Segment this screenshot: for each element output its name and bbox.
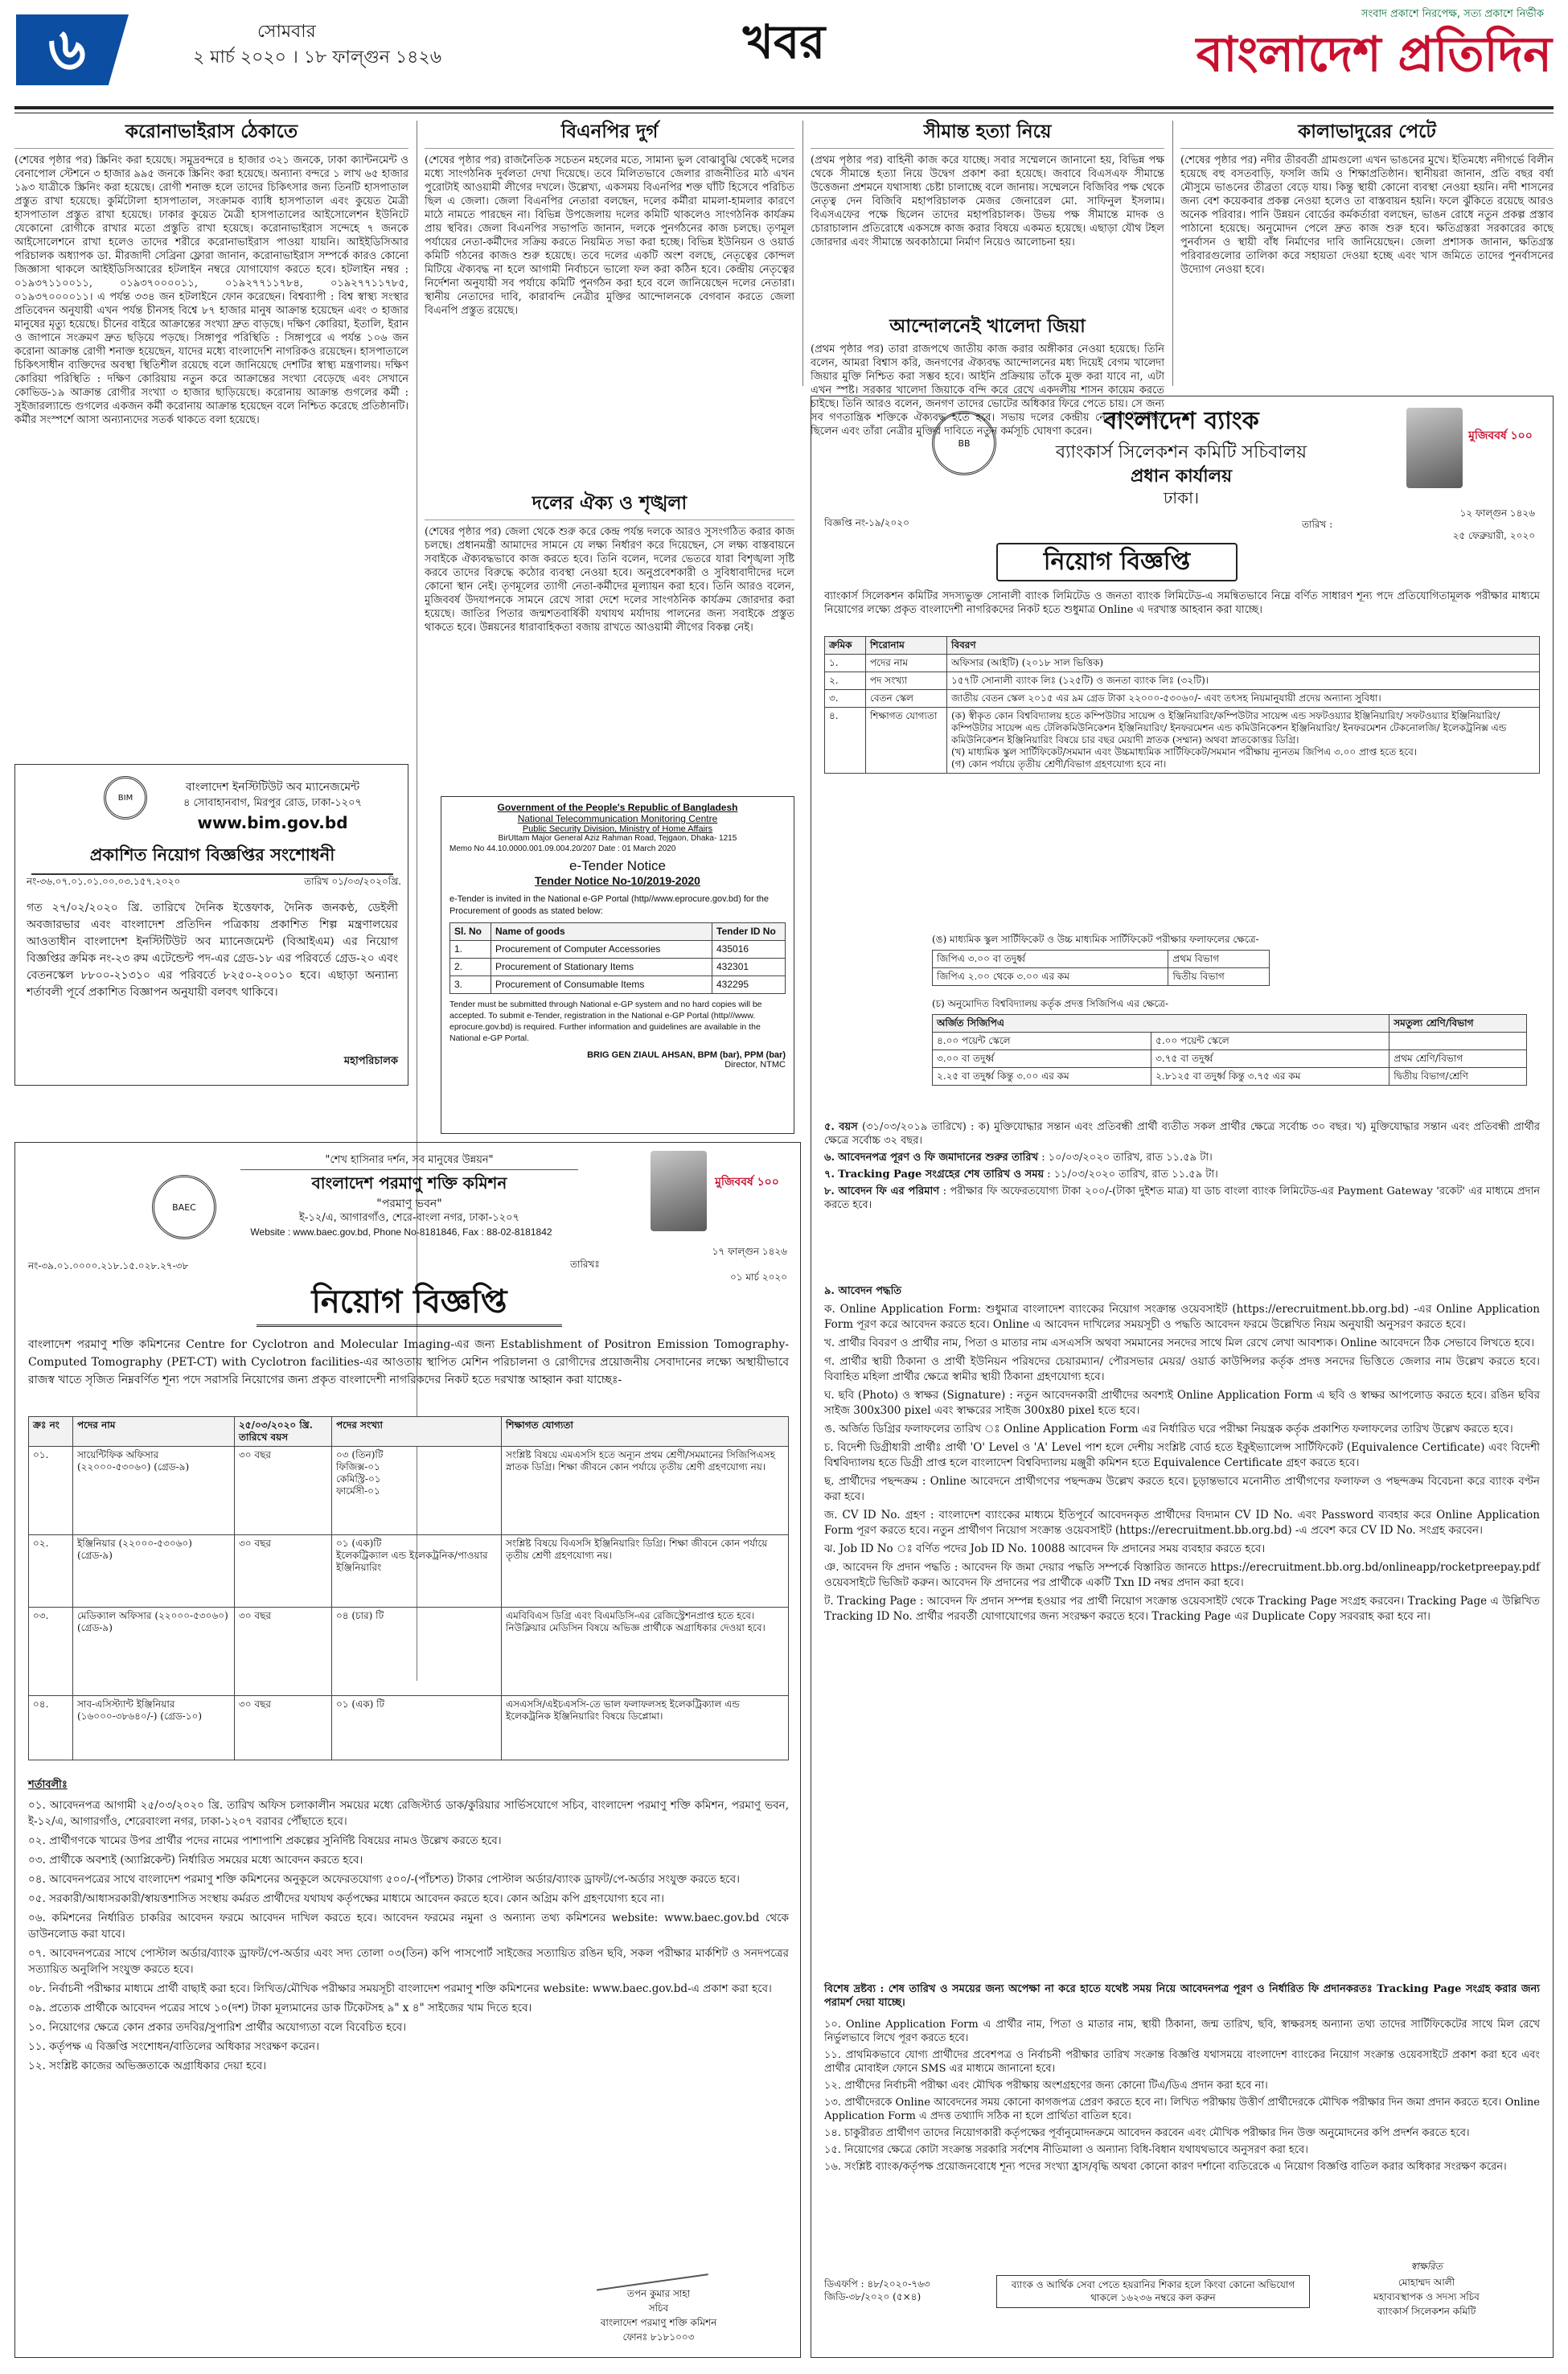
column-divider [1172,121,1173,386]
table-cell: (ক) স্বীকৃত কোন বিশ্ববিদ্যালয় হতে কম্পিউটার সায়েন্স ও ইঞ্জিনিয়ারিং/কম্পিউটার সায়েন্স এন্ড সফটওয়্যার ইঞ্জিনিয়ারিং/ সফটওয়্যার ইঞ্জিনিয়ারিং/কম্পিউটার সায়েন্স এন্ড টেলিকমিউনিকেশন ইঞ্জিনিয়ারিং/ ইনফরমেশন এন্ড কমিউনিকেশন ইঞ্জিনিয়ারিং/ ইনফরমেশন টেকনোলজি/ ইলেকট্রনিক্স এন্ড কমিউনিকেশন ইঞ্জিনিয়ারিং বিষয়ে চার বছর মেয়াদী স্নাতক (সম্মান) অথবা স্নাতকোত্তর ডিগ্রি। (খ) মাধ্যমিক স্কুল সার্টিফিকেট/সমমান এবং উচ্চমাধ্যমিক সার্টিফিকেট/সমমান পরীক্ষায় ন্যূনতম জিপিএ ৩.০০ প্রাপ্ত হতে হবে। (গ) কোন পর্যায়ে তৃতীয় শ্রেণী/বিভাগ গ্রহণযোগ্য হবে না। [947,708,1540,774]
list-item: ০১. আবেদনপত্র আগামী ২৫/০৩/২০২০ খ্রি. তারিখ অফিস চলাকালীন সময়ের মধ্যে রেজিস্টার্ড ডাক/কুরিয়ার সার্ভিসযোগে সচিব, বাংলাদেশ পরমাণু শক্তি কমিশন, পরমাণু ভবন, ই-১২/এ, আগারগাঁও, শেরেবাংলা নগর, ঢাকা-১২০৭ বরাবর পৌঁছাতে হবে। [28,1799,789,1828]
table-cell: ০১ (এক)টি ইলেকট্রিক্যাল এন্ড ইলেকট্রনিক/পাওয়ার ইঞ্জিনিয়ারিং [332,1535,502,1608]
table-cell: ৫.০০ পয়েন্ট স্কেলে [1151,1033,1389,1050]
table-header: ২৫/০৩/২০২০ খ্রি. তারিখে বয়স [235,1417,332,1447]
table-cell [1389,1033,1527,1050]
table-header: সমতুল্য শ্রেণি/বিভাগ [1389,1015,1527,1033]
baec-table-wrap [28,1416,789,1760]
table-cell: ০২. [29,1535,73,1608]
bb-points [824,2018,1540,2259]
article-border [811,121,1164,314]
list-item: ১০. Online Application Form এ প্রার্থীর নাম, পিতা ও মাতার নাম, স্থায়ী ঠিকানা, জন্ম তারিখ, ছবি, স্বাক্ষরসহ অন্যান্য তথ্য তাদের সার্টিফিকেটের সাথে মিল রেখে নির্ভুলভাবে লিখে পূরণ করতে হবে। [824,2019,1540,2044]
list-item: ঝ. Job ID No ঃ বর্ণিত পদের Job ID No. 10088 আবেদন ফি প্রদানের সময় ব্যবহার করতে হবে। [824,1542,1266,1555]
table-cell: দ্বিতীয় বিভাগ/শ্রেণি [1389,1068,1527,1086]
portrait-image [651,1151,707,1231]
list-item: ০৪. আবেদনপত্রের সাথে বাংলাদেশ পরমাণু শক্তি কমিশনের অনুকূলে অফেরতযোগ্য ৫০০/-(পাঁচশত) টাকার পোস্টাল অর্ডার/ব্যাংক ড্রাফট/পে-অর্ডার সংযুক্ত করতে হবে। [28,1873,740,1886]
baec-conditions [28,1797,789,2248]
list-item: ক. Online Application Form: শুধুমাত্র বাংলাদেশ ব্যাংকের নিয়োগ সংক্রান্ত ওয়েবসাইট (https://erecruitment.bb.org.bd) -এর Online Application Form পূরণ করে আবেদন করতে হবে। Online এ আবেদন দাখিলের সময়সূচী ও পদ্ধতি আবেদন ফরমে উল্লেখিত নিয়ম অনুযায়ী অনুসরণ করতে হবে। [824,1303,1540,1331]
table-cell: ৩.৭৫ বা তদুর্ধ্ব [1151,1050,1389,1068]
article-headline: আন্দোলনেই খালেদা জিয়া [889,316,1086,337]
list-item: ট. Tracking Page : আবেদন ফি প্রদান সম্পন্ন হওয়ার পর প্রার্থী নিয়োগ সংক্রান্ত ওয়েবসাইট থেকে Tracking Page সংগ্রহ করবেন। Tracking Page এ উল্লিখিত Tracking ID No. প্রার্থীর পরবর্তী যোগাযোগের জন্য সংরক্ষণ করতে হবে। Tracking Page এর Duplicate Copy সরবরাহ করা হবে না। [824,1595,1540,1623]
table-cell: এসএসসি/এইচএসসি-তে ভাল ফলাফলসহ ইলেকট্রিক্যাল এন্ড ইলেকট্রনিক ইঞ্জিনিয়ারিং বিষয়ে ডিপ্লোমা। [502,1696,789,1760]
bb-table [824,636,1540,774]
ad-bangladesh-bank [811,396,1554,2358]
ntmc-title: e-Tender Notice [569,858,666,873]
table-row [933,1050,1527,1068]
masthead-day: সোমবার [257,22,316,42]
list-item: ১৩. প্রার্থীদেরকে Online আবেদনের সময় কোনো কাগজপত্র প্রেরণ করতে হবে না। লিখিত পরীক্ষায় উত্তীর্ণ প্রার্থীদেরকে মৌখিক পরীক্ষার দিন জমা প্রদান করতে হবে। Online Application Form এ প্রদত্ত তথ্যাদি সঠিক না হলে প্রার্থিতা বাতিল হবে। [824,2097,1540,2122]
bb-city: ঢাকা। [1163,488,1200,507]
ad-bim [14,764,408,1086]
table-row [29,1608,789,1696]
bim-org: বাংলাদেশ ইনস্টিটিউট অব ম্যানেজমেন্ট [185,781,360,794]
table-header: পদের নাম [73,1417,235,1447]
bim-website[interactable]: www.bim.gov.bd [197,813,348,832]
ntmc-intro: e-Tender is invited in the National e-GP Portal (http//www.eprocure.gov.bd) for the Procurement of goods as stated below: [449,894,770,916]
list-item: ১১. প্রাথমিকভাবে যোগ্য প্রার্থীদের প্রবেশপত্র ও নির্বাচনী পরীক্ষার তারিখ সংক্রান্ত বিজ্ঞপ্তি যথাসময়ে বাংলাদেশ ব্যাংকের নিয়োগ সংক্রান্ত ওয়েবসাইটে প্রকাশ করা হবে এবং প্রার্থীর মোবাইল ফোনে SMS এর মাধ্যমে জানানো হবে। [824,2049,1540,2075]
baec-signer-phone: ফোনঃ ৮১৮১০০৩ [622,2331,695,2343]
list-item: ১২. প্রার্থীদের নির্বাচনী পরীক্ষা এবং মৌখিক পরীক্ষায় অংশগ্রহণের জন্য কোনো টিএ/ডিএ প্রদান করা হবে না। [824,2080,1268,2092]
list-item: জ. CV ID No. গ্রহণ : বাংলাদেশ ব্যাংকের মাধ্যমে ইতিপূর্বে আবেদনকৃত প্রার্থীদের বিদ্যমান CV ID No. এবং Password ব্যবহার করে Online Application Form পূরণ করতে হবে। নতুন প্রার্থীগণ নিয়োগ সংক্রান্ত ওয়েবসাইট (https://erecruitment.bb.org.bd) -এ প্রবেশ করে CV ID No. সংগ্রহ করবেন। [824,1509,1540,1537]
table-row [450,941,786,959]
table-cell: সংশ্লিষ্ট বিষয়ে বিএসসি ইঞ্জিনিয়ারিং ডিগ্রি। শিক্ষা জীবনে কোন পর্যায়ে তৃতীয় শ্রেণী গ্রহণযোগ্য নয়। [502,1535,789,1608]
mujib-badge: মুজিববর্ষ ১০০ [1468,429,1533,442]
ntmc-footer: Tender must be submitted through National e-GP system and no hard copies will be accepted. To submit e-Tender, registration in the National e-GP Portal (http///www. eprocure.gov.bd) is required. Further information and guidelines are available in the National e-GP Portal. [449,1000,762,1043]
table-cell: ০১. [29,1447,73,1535]
table-row [825,708,1540,774]
page-number: ৬ [48,15,86,83]
list-item: চ. বিদেশী ডিগ্রীধারী প্রার্থীঃ প্রার্থী 'O' Level ও 'A' Level পাশ হলে দেশীয় সংশ্লিষ্ট বোর্ড হতে ইকুইভ্যালেন্স সার্টিফিকেট (Equivalence Certificate) এবং বিদেশী বিশ্ববিদ্যালয় হতে ডিগ্রী প্রাপ্ত হলে বাংলাদেশ বিশ্ববিদ্যালয় মঞ্জুরী কমিশন হতে Equivalence Certificate গ্রহণ করতে হবে। [824,1441,1540,1469]
list-item: ১১. কর্তৃপক্ষ এ বিজ্ঞপ্তি সংশোধন/বাতিলের অধিকার সংরক্ষণ করেন। [28,2040,319,2053]
table-cell: ৩. [825,690,866,708]
table-cell: ১৫৭টি সোনালী ব্যাংক লিঃ (১২৫টি) ও জনতা ব্যাংক লিঃ (৩২টি)। [947,672,1540,690]
list-item: ০৬. কমিশনের নির্ধারিত চাকরির আবেদন ফরমে আবেদন দাখিল করতে হবে। আবেদন ফরমের নমুনা ও অন্যান্য তথ্য কমিশনের website: www.baec.gov.bd থেকে ডাউনলোড করা যাবে। [28,1912,789,1941]
table-cell: ৩.০০ বা তদুর্ধ্ব [933,1050,1151,1068]
article-headline: সীমান্ত হত্যা নিয়ে [811,121,1164,149]
table-cell: 432301 [712,959,786,976]
table-row [450,976,786,994]
brand-name: বাংলাদেশ প্রতিদিন [1196,27,1552,83]
article-body: (শেষের পৃষ্ঠার পর) রাজনৈতিক সচেতন মহলের মতে, সামান্য ভুল বোঝাবুঝি থেকেই দলের মধ্যে সাংগঠনিক দুর্বলতা দেখা দিয়েছে। তবে মিলিতভাবে জেলার রাজনীতির মাঠ এখন পুরোটাই আওয়ামী লীগের দখলে। উল্লেখ্য, একসময় বিএনপির শক্ত ঘাঁটি হিসেবে পরিচিত ছিল এ জেলা। জেলা বিএনপির নেতারা বলছেন, দলের কর্মীরা মামলা-হামলার কারণে মাঠে নামতে পারছেন না। বিভিন্ন উপজেলায় দলের কমিটি থাকলেও সাংগঠনিক কার্যক্রম প্রায় স্থবির। জেলা বিএনপির সভাপতি জানান, দলকে পুনর্গঠনের কাজ চলছে। তৃণমূল পর্যায়ের নেতা-কর্মীদের সক্রিয় করতে নিয়মিত সভা করা হচ্ছে। বিভিন্ন ইউনিয়ন ও ওয়ার্ড কমিটি গঠনের কাজও শুরু হয়েছে। তবে দলের একটি অংশ বলছে, নেতৃত্বের কোন্দল মিটিয়ে ঐক্যবদ্ধ না হলে আগামী নির্বাচনে ভালো ফল করা কঠিন হবে। কেন্দ্রীয় নেতৃত্বের নির্দেশনা অনুযায়ী সব পর্যায়ে কমিটি পুনর্গঠন করা হবে বলে জানিয়েছেন দলের নেতারা। স্থানীয় নেতাদের দাবি, কারাবন্দি নেত্রীর মুক্তির আন্দোলনকে বেগবান করতে জেলা বিএনপি প্রস্তুত রয়েছে। [425,154,795,317]
table-row [29,1535,789,1608]
table-row [825,690,1540,708]
table-cell: 432295 [712,976,786,994]
table-cell: ২.২৫ বা তদুর্ধ্ব কিন্তু ৩.০০ এর কম [933,1068,1151,1086]
table-cell: সাব-এসিস্ট্যান্ট ইঞ্জিনিয়ার (১৬০০০-৩৮৬৪০/-) (গ্রেড-১০) [73,1696,235,1760]
section-title: খবর [742,14,826,69]
ntmc-wing: Public Security Division, Ministry of Home Affairs [522,824,713,834]
table-cell: পদের নাম [866,655,947,672]
bb-committee: ব্যাংকার্স সিলেকশন কমিটি সচিবালয় [1055,442,1307,462]
table-cell: প্রথম শ্রেণি/বিভাগ [1389,1050,1527,1068]
article-bnp-fort [425,121,794,483]
table-cell: ০১ (এক) টি [332,1696,502,1760]
bb-cgpa-table [932,1014,1527,1086]
baec-signer-name: তপন কুমার সাহা [626,2288,691,2299]
table-cell: অফিসার (আইটি) (২০১৮ সাল ভিত্তিক) [947,655,1540,672]
table-row [933,951,1270,968]
bb-date-en: ২৫ ফেব্রুয়ারী, ২০২০ [1452,530,1535,541]
table-row [933,1033,1527,1050]
list-item: ঘ. ছবি (Photo) ও স্বাক্ষর (Signature) : নতুন আবেদনকারী প্রার্থীদের অবশ্যই Online Application Form এ ছবি ও স্বাক্ষর আপলোড করতে হবে। রঙিন ছবির সাইজ 300x300 pixel এবং স্বাক্ষরের সাইজ 300x80 pixel হতে হবে। [824,1389,1540,1417]
list-item: ০৮. নির্বাচনী পরীক্ষার মাধ্যমে প্রার্থী বাছাই করা হবে। লিখিত/মৌখিক পরীক্ষার সময়সূচী বাংলাদেশ পরমাণু শক্তি কমিশনের website: www.baec.gov.bd-এ প্রকাশ করা হবে। [28,1982,772,1995]
baec-motto: "শেখ হাসিনার দর্শন, সব মানুষের উন্নয়ন" [240,1152,578,1170]
table-header: ক্রমিক [825,637,866,655]
bb-date-label: তারিখ : [1302,519,1333,530]
ntmc-memo: Memo No 44.10.0000.001.09.004.20/207 Date : 01 March 2020 [449,844,676,853]
table-cell: ৪.০০ পয়েন্ট স্কেলে [933,1033,1151,1050]
list-item: ১৬. সংশ্লিষ্ট ব্যাংক/কর্তৃপক্ষ প্রয়োজনবোধে শূন্য পদের সংখ্যা হ্রাস/বৃদ্ধি অথবা কোনো কারণ দর্শানো ব্যতিরেকে এ নিয়োগ বিজ্ঞপ্তি বাতিল করার অধিকার সংরক্ষণ করেন। [824,2161,1507,2173]
table-cell: সায়েন্টিফিক অফিসার (২২০০০-৫৩০৬০) (গ্রেড-৯) [73,1447,235,1535]
table-row [933,1068,1527,1086]
list-item: ঙ. অর্জিত ডিগ্রির ফলাফলের তারিখ ঃ Online Application Form এর নির্ধারিত ঘরে পরীক্ষা নিয়ন্ত্রক কর্তৃক প্রকাশিত ফলাফলের তারিখ উল্লেখ করতে হবে। [824,1423,1513,1435]
table-header: Sl. No [450,923,491,941]
ad-ntmc [441,796,794,1134]
bb-table-wrap [824,636,1540,774]
ntmc-org: National Telecommunication Monitoring Centre [517,813,718,824]
table-row [825,672,1540,690]
table-cell: ০৩ (তিন)টি ফিজিক্স-০১ কেমিস্ট্রি-০১ ফার্মেসী-০১ [332,1447,502,1535]
table-header: বিবরণ [947,637,1540,655]
table-row [29,1447,789,1535]
ntmc-signer: BRIG GEN ZIAUL AHSAN, BPM (bar), PPM (bar) [587,1050,786,1060]
table-header: শিক্ষাগত যোগ্যতা [502,1417,789,1447]
masthead-date: ২ মার্চ ২০২০ । ১৮ ফাল্গুন ১৪২৬ [193,47,442,68]
table-cell: ৩০ বছর [235,1535,332,1608]
list-item: ১৪. চাকুরীরত প্রার্থীগণ তাদের নিয়োগকারী কর্তৃপক্ষের পূর্বানুমোদনক্রমে আবেদন করবেন এবং মৌখিক পরীক্ষার দিন উক্ত অনুমোদনের কপি প্রদর্শন করতে হবে। [824,2127,1470,2139]
table-cell: পদ সংখ্যা [866,672,947,690]
table-cell: ৩০ বছর [235,1608,332,1696]
list-item: ১২. সংশ্লিষ্ট কাজের অভিজ্ঞতাকে অগ্রাধিকার দেয়া হবে। [28,2060,267,2072]
bb-gpa-table-wrap [932,950,1270,986]
table-cell: ইঞ্জিনিয়ার (২২০০০-৫৩০৬০) (গ্রেড-৯) [73,1535,235,1608]
ad-baec [14,1142,801,2358]
table-cell: ৩০ বছর [235,1447,332,1535]
baec-intro: বাংলাদেশ পরমাণু শক্তি কমিশনের Centre for Cyclotron and Molecular Imaging-এর জন্য Establishment of Positron Emission Tomography-Computed Tomography (PET-CT) with Cyclotron facilities-এর আওতায় স্থাপিত মেশিন পরিচালনা ও রোগীদের প্রয়োজনীয় সেবাদানের লক্ষ্যে অস্থায়ীভাবে রাজস্ব খাতে সৃজিত নিম্নবর্ণিত শূন্য পদে সরাসরি নিয়োগের জন্য প্রকৃত বাংলাদেশী নাগরিকদের নিকট হতে দরখাস্ত আহ্বান করা যাচ্ছেঃ- [28,1338,789,1386]
list-item: ১৫. নিয়োগের ক্ষেত্রে কোটা সংক্রান্ত সরকারি সর্বশেষ নীতিমালা ও অন্যান্য বিধি-বিধান যথাযথভাবে অনুসরণ করা হবে। [824,2144,1308,2156]
table-cell: ৩০ বছর [235,1696,332,1760]
table-cell: এমবিবিএস ডিগ্রি এবং বিএমডিসি-এর রেজিস্ট্রেশনপ্রাপ্ত হতে হবে। নিউক্লিয়ার মেডিসিন বিষয়ে অভিজ্ঞ প্রার্থীকে অগ্রাধিকার দেওয়া হবে। [502,1608,789,1696]
table-cell: Procurement of Consumable Items [491,976,712,994]
article-body: (প্রথম পৃষ্ঠার পর) বাহিনী কাজ করে যাচ্ছে। সবার সম্মেলনে জানানো হয়, বিভিন্ন পক্ষ থেকে সীমান্তে হত্যা নিয়ে উদ্বেগ প্রকাশ করা হয়েছে। জবাবে বিএসএফ সীমান্তে উত্তেজনা প্রশমনে যথাসাধ্য চেষ্টা চালাচ্ছে বলে জানায়। সম্মেলনে বিজিবির পক্ষ থেকে নেতৃত্ব দেন বিজিবি মহাপরিচালক মেজর জেনারেল মো. সাফিনুল ইসলাম। বিএসএফের পক্ষে ছিলেন তাদের মহাপরিচালক। উভয় পক্ষ সীমান্তে মাদক ও চোরাচালান প্রতিরোধে একসঙ্গে কাজ করার বিষয়ে একমত হয়েছে। এছাড়া যৌথ টহল জোরদার এবং সীমান্তে অবকাঠামো নির্মাণ নিয়েও আলোচনা হয়। [811,154,1164,248]
table-cell: 2. [450,959,491,976]
table-cell: 3. [450,976,491,994]
list-item: ঞ. আবেদন ফি প্রদান পদ্ধতি : আবেদন ফি জমা দেয়ার পদ্ধতি সম্পর্কে বিস্তারিত জানতে https://erecruitment.bb.org.bd/onlineapp/rocketpreepay.pdf ওয়েবসাইটে ভিজিট করুন। আবেদন ফি প্রদানের পর প্রার্থীকে একটি Txn ID নম্বর প্রদান করা হবে। [824,1561,1540,1589]
article-kalanad [1180,121,1554,386]
baec-conditions-title: শর্তাবলীঃ [28,1779,68,1791]
bb-procedure [824,1302,1540,1978]
baec-table [28,1416,789,1760]
table-header: Name of goods [491,923,712,941]
bim-title: প্রকাশিত নিয়োগ বিজ্ঞপ্তির সংশোধনী [31,842,393,875]
table-row [29,1696,789,1760]
baec-ref: নং-৩৯.০১.০০০০.২১৮.১৫.০২৮.২৭-৩৮ [28,1260,189,1271]
list-item: ০৩. প্রার্থীকে অবশ্যই (অ্যাপ্লিকেন্ট) নির্ধারিত সময়ের মধ্যে আবেদন করতে হবে। [28,1854,363,1867]
bb-org: বাংলাদেশ ব্যাংক [1103,407,1259,435]
table-cell: বেতন স্কেল [866,690,947,708]
list-item: ১০. নিয়োগের ক্ষেত্রে কোন প্রকার তদবির/সুপারিশ প্রার্থীর অযোগ্যতা বলে বিবেচিত হবে। [28,2021,407,2034]
bb-signer-name: মোহাম্মদ আলী [1398,2277,1455,2288]
table-header: ক্রঃ নং [29,1417,73,1447]
list-item: ৭. Tracking Page সংগ্রহের শেষ তারিখ ও সময় : ১১/০৩/২০২০ তারিখ, রাত ১১.৫৯ টা। [824,1169,1218,1181]
bb-signer-title: মহাব্যবস্থাপক ও সদস্য সচিব [1373,2291,1480,2302]
table-cell: শিক্ষাগত যোগ্যতা [866,708,947,774]
table-cell: 435016 [712,941,786,959]
baec-building: "পরমাণু ভবন" [376,1197,442,1210]
ntmc-subtitle: Tender Notice No-10/2019-2020 [535,874,700,887]
bb-intro: ব্যাংকার্স সিলেকশন কমিটির সদস্যভুক্ত সোনালী ব্যাংক লিমিটেড ও জনতা ব্যাংক লিমিটেড-এ সমন্বিতভাবে নিম্নে বর্ণিত সাধারণ শূন্য পদে প্রতিযোগিতামূলক পরীক্ষার মাধ্যমে নিয়োগের লক্ষ্যে প্রকৃত বাংলাদেশী নাগরিকদের নিকট হতে শুধুমাত্র Online এ দরখাস্ত আহবান করা যাচ্ছে। [824,590,1540,616]
baec-date-en: ০১ মার্চ ২০২০ [729,1271,787,1283]
table-cell: 1. [450,941,491,959]
table-header: শিরোনাম [866,637,947,655]
bb-bottom-left: ডিএফপি : ৪৮/২০২০-৭৬৩ জিডি-৩৮/২০২০ (৫×৪) [824,2278,930,2302]
table-header: অর্জিত সিজিপিএ [933,1015,1389,1033]
bb-logo: BB [932,411,996,475]
baec-contact: Website : www.baec.gov.bd, Phone No-8181846, Fax : 88-02-8181842 [250,1226,552,1238]
table-row [450,959,786,976]
baec-signer-org: বাংলাদেশ পরমাণু শক্তি কমিশন [600,2317,717,2328]
table-cell: ১. [825,655,866,672]
baec-date-label: তারিখঃ [570,1259,600,1270]
bb-facts [824,1120,1540,1281]
portrait-image [1406,408,1463,488]
bim-ref: নং-৩৬.০৭.০১.০১.০০.০৩.১৫৭.২০২০ [27,876,181,887]
list-item: ০২. প্রার্থীগণকে খামের উপর প্রার্থীর পদের নামের পাশাপাশি প্রকল্পের সুনির্দিষ্ট বিষয়ের নামও উল্লেখ করতে হবে। [28,1834,502,1847]
baec-address: ই-১২/এ, আগারগাঁও, শেরে-বাংলা নগর, ঢাকা-১২০৭ [299,1212,519,1224]
list-item: ৮. আবেদন ফি এর পরিমাণ : পরীক্ষার ফি অফেরতযোগ্য টাকা ২০০/-(টাকা দুইশত মাত্র) যা ডাচ বাংলা ব্যাংক লিমিটেড-এর Payment Gateway 'রকেট' এর মাধ্যমে প্রদান করতে হবে। [824,1185,1541,1211]
bb-title: নিয়োগ বিজ্ঞপ্তি [996,543,1238,581]
bim-body: গত ২৭/০২/২০২০ খ্রি. তারিখে দৈনিক ইত্তেফাক, দৈনিক জনকণ্ঠ, ডেইলী অবজারভার এবং বাংলাদেশ প্রতিদিন পত্রিকায় প্রকাশিত শিল্প মন্ত্রণালয়ের আওতাধীন বাংলাদেশ ইনস্টিটিউট অব ম্যানেজমেন্ট (বিআইএম) এর নিয়োগ বিজ্ঞপ্তির ক্রমিক নং-২৩ রুম এটেন্ডেন্ট পদ-এর গ্রেড-১৮ এর পরিবর্তে গ্রেড-২০ এবং বেতনস্কেল ৮৮০০-২১৩১০ এর পরিবর্তে ৮২৫০-২০০১০ হবে। এছাড়া অন্যান্য শর্তাবলী পূর্বে প্রকাশিত বিজ্ঞাপন অনুযায়ী বলবৎ থাকিবে। [27,902,398,999]
table-cell: Procurement of Computer Accessories [491,941,712,959]
baec-logo: BAEC [152,1175,216,1239]
list-item: ০৭. আবেদনপত্রের সাথে পোস্টাল অর্ডার/ব্যাংক ড্রাফট/পে-অর্ডার এবং সদ্য তোলা ০৩(তিন) কপি পাসপোর্ট সাইজের সত্যায়িত রঙিন ছবি, সকল পরীক্ষার মার্কশিট ও সনদপত্রের সত্যায়িত অনুলিপি সংযুক্ত করতে হবে। [28,1947,789,1976]
bim-date: তারিখ ০১/০৩/২০২০খ্রি. [304,876,401,887]
article-headline: বিএনপির দুর্গ [425,121,794,149]
baec-title: নিয়োগ বিজ্ঞপ্তি [257,1279,562,1327]
list-item: ৫. বয়স (৩১/০৩/২০১৯ তারিখে) : ক) মুক্তিযোদ্ধার সন্তান এবং প্রতিবন্ধী প্রার্থী ব্যতীত সকল প্রার্থীর ক্ষেত্রে সর্বোচ্চ ৩০ বছর। খ) মুক্তিযোদ্ধার সন্তান এবং প্রতিবন্ধী প্রার্থীর ক্ষেত্রে সর্বোচ্চ ৩২ বছর। [824,1121,1540,1147]
table-row [825,655,1540,672]
mujib-badge: মুজিববর্ষ ১০০ [715,1176,779,1189]
bb-notice-no: বিজ্ঞপ্তি নং-১৯/২০২০ [824,517,909,528]
bb-gpa-title: (ঙ) মাধ্যমিক স্কুল সার্টিফিকেট ও উচ্চ মাধ্যমিক সার্টিফিকেট পরীক্ষার ফলাফলের ক্ষেত্রে- [932,934,1259,945]
table-cell: জাতীয় বেতন স্কেল ২০১৫ এর ৯ম গ্রেড টাকা ২২০০০-৫৩০৬০/- এবং তৎসহ নিয়মানুযায়ী প্রদেয় অন্যান্য সুবিধা। [947,690,1540,708]
baec-date-bn: ১৭ ফাল্গুন ১৪২৬ [712,1246,787,1257]
article-body: (শেষের পৃষ্ঠার পর) জেলা থেকে শুরু করে কেন্দ্র পর্যন্ত দলকে আরও সুসংগঠিত করার কাজ চলছে। প্রধানমন্ত্রী আমাদের সামনে যে লক্ষ্য নির্ধারণ করে দিয়েছেন, সে লক্ষ্য বাস্তবায়নে সবাইকে ঐক্যবদ্ধভাবে কাজ করতে হবে। তিনি বলেন, দলের ভেতরে যারা বিশৃঙ্খলা সৃষ্টি করবে তাদের বিরুদ্ধে কঠোর ব্যবস্থা নেওয়া হবে। অনুপ্রবেশকারী ও সুবিধাবাদীদের দলে কোনো স্থান নেই। তৃণমূলের ত্যাগী নেতা-কর্মীদের মূল্যায়ন করা হবে। তিনি আরও বলেন, মুজিববর্ষ উদযাপনকে সামনে রেখে সারা দেশে দলের সাংগঠনিক কার্যক্রম জোরদার করা হয়েছে। জাতির পিতার জন্মশতবার্ষিকী যথাযথ মর্যাদায় পালনের জন্য সবাইকে প্রস্তুত থাকতে হবে। উন্নয়নের ধারাবাহিকতা বজায় রাখতে আওয়ামী লীগের বিকল্প নেই। [425,526,794,634]
list-item: ০৫. সরকারী/আধাসরকারী/স্বায়ত্তশাসিত সংস্থায় কর্মরত প্রার্থীদের যথাযথ কর্তৃপক্ষের মাধ্যমে আবেদন করতে হবে। কোন অগ্রিম কপি গ্রহণযোগ্য হবে না। [28,1892,664,1905]
table-cell: ০৩. [29,1608,73,1696]
bim-address: ৪ সোবাহানবাগ, মিরপুর রোড, ঢাকা-১২০৭ [183,797,363,809]
bb-signer-label: স্বাক্ষরিত [1410,2261,1443,2272]
bb-bottom-center: ব্যাংক ও আর্থিক সেবা পেতে হয়রানির শিকার হলে কিংবা কোনো অভিযোগ থাকলে ১৬২৩৬ নম্বরে কল করুন [996,2275,1310,2308]
bb-special-note: বিশেষ দ্রষ্টব্য : শেষ তারিখ ও সময়ের জন্য অপেক্ষা না করে হাতে যথেষ্ট সময় নিয়ে আবেদনপত্র পূরণ ও নির্ধারিত ফি প্রদানকরতঃ Tracking Page সংগ্রহ করার জন্য পরামর্শ দেয়া যাচ্ছে। [824,1983,1540,2009]
bb-office: প্রধান কার্যালয় [1130,466,1233,487]
bb-date-bn: ১২ ফাল্গুন ১৪২৬ [1459,507,1535,519]
table-cell: জিপিএ ৩.০০ বা তদুর্ধ্ব [933,951,1168,968]
table-row [933,968,1270,986]
masthead-rule [14,106,1554,109]
table-cell: জিপিএ ২.০০ থেকে ৩.০০ এর কম [933,968,1168,986]
table-cell: দ্বিতীয় বিভাগ [1168,968,1270,986]
list-item: গ. প্রার্থীর স্থায়ী ঠিকানা ও প্রার্থী ইউনিয়ন পরিষদের চেয়ারম্যান/ পৌরসভার মেয়র/ ওয়ার্ড কাউন্সিলর কর্তৃক প্রদত্ত সনদের ভিত্তিতে জেলার নাম উল্লেখ করতে হবে। বিবাহিত মহিলা প্রার্থীর ক্ষেত্রে স্বামীর স্থায়ী ঠিকানা গ্রহণযোগ্য হবে। [824,1355,1540,1383]
article-body: (শেষের পৃষ্ঠার পর) নদীর তীরবর্তী গ্রামগুলো এখন ভাঙনের মুখে। ইতিমধ্যে নদীগর্ভে বিলীন হয়েছে বহু বসতবাড়ি, ফসলি জমি ও শিক্ষাপ্রতিষ্ঠান। স্থানীয়রা জানান, প্রতি বছর বর্ষা মৌসুমে ভাঙনের তীব্রতা বেড়ে যায়। কিন্তু স্থায়ী কোনো ব্যবস্থা নেওয়া হয়নি। নদী শাসনের জন্য বেশ কয়েকবার প্রকল্প নেওয়া হলেও তা বাস্তবায়ন হয়নি। ফলে ঝুঁকিতে রয়েছে আরও অনেক পরিবার। পানি উন্নয়ন বোর্ডের কর্মকর্তারা বলছেন, ভাঙন রোধে নতুন প্রকল্প প্রস্তাব পাঠানো হয়েছে। অনুমোদন পেলে দ্রুত কাজ শুরু হবে। ক্ষতিগ্রস্তরা সরকারের কাছে পুনর্বাসন ও স্থায়ী বাঁধ নির্মাণের দাবি জানিয়েছেন। জেলা প্রশাসক জানান, ক্ষতিগ্রস্ত পরিবারগুলোর তালিকা করে সহায়তা দেওয়া হচ্ছে এবং খাস জমিতে তাদের পুনর্বাসনের উদ্যোগ নেওয়া হবে। [1180,154,1554,276]
table-cell: প্রথম বিভাগ [1168,951,1270,968]
list-item: খ. প্রার্থীর বিবরণ ও প্রার্থীর নাম, পিতা ও মাতার নাম এসএসসি অথবা সমমানের সনদের সাথে মিল রেখে লেখা আবশ্যক। Online আবেদনে ঠিক সেভাবে লিখতে হবে। [824,1337,1535,1349]
article-headline: দলের ঐক্য ও শৃঙ্খলা [425,492,794,520]
table-cell: Procurement of Stationary Items [491,959,712,976]
bb-cgpa-table-wrap [932,1014,1527,1086]
table-cell: ০৪ (চার) টি [332,1608,502,1696]
table-cell: মেডিক্যাল অফিসার (২২০০০-৫৩০৬০) (গ্রেড-৯) [73,1608,235,1696]
column-divider [802,121,803,386]
ntmc-table [449,922,786,994]
article-headline: করোনাভাইরাস ঠেকাতে [14,121,408,149]
table-header: Tender ID No [712,923,786,941]
article-corona [14,121,408,748]
bb-cgpa-title: (চ) অনুমোদিত বিশ্ববিদ্যালয় কর্তৃক প্রদত্ত সিজিপিএ এর ক্ষেত্রে- [932,998,1169,1009]
article-khaleda-body: (প্রথম পৃষ্ঠার পর) তারা রাজপথে জাতীয় কাজ করার অঙ্গীকার নেওয়া হয়েছে। তিনি বলেন, আমরা বিশ্বাস করি, জনগণের ঐক্যবদ্ধ আন্দোলনের মধ্য দিয়েই বেগম খালেদা জিয়ার মুক্তি নিশ্চিত করা সম্ভব হবে। আইনি প্রক্রিয়ায় তাঁকে মুক্ত করা যাবে না, এটা এখন স্পষ্ট। সরকার খালেদা জিয়াকে বন্দি করে রেখে একদলীয় শাসন কায়েম করতে চাইছে। তিনি আরও বলেন, জনগণ তাদের ভোটের অধিকার ফিরে পেতে চায়। সে জন্য সব গণতান্ত্রিক শক্তিকে ঐক্যবদ্ধ হতে হবে। সভায় দলের কেন্দ্রীয় নেতারা উপস্থিত ছিলেন এবং তাঁরা নেত্রীর মুক্তির দাবিতে নতুন কর্মসূচি ঘোষণা করেন। [811,343,1164,437]
bb-procedure-title: ৯. আবেদন পদ্ধতি [824,1285,902,1297]
brand-logo [1142,8,1552,105]
baec-org: বাংলাদেশ পরমাণু শক্তি কমিশন [311,1173,507,1193]
signature-mark [593,2246,708,2290]
ntmc-signer-title: Director, NTMC [724,1060,786,1070]
bim-logo: BIM [104,776,147,819]
table-header: পদের সংখ্যা [332,1417,502,1447]
list-item: ছ. প্রার্থীদের পছন্দক্রম : Online আবেদনে প্রার্থীগণের পছন্দক্রম উল্লেখ করতে হবে। চূড়ান্তভাবে মনোনীত প্রার্থীগণের ফলাফল ও পছন্দক্রম বিবেচনা করে ব্যাংক বণ্টন করা হবে। [824,1475,1540,1503]
bim-signer: মহাপরিচালক [343,1055,398,1067]
table-cell: ০৪. [29,1696,73,1760]
table-cell: সংশ্লিষ্ট বিষয়ে এমএসসি হতে অন্যূন প্রথম শ্রেণী/সমমানের সিজিপিএসহ স্নাতক ডিগ্রি। শিক্ষা জীবনে কোন পর্যায়ে তৃতীয় শ্রেণী গ্রহণযোগ্য নয়। [502,1447,789,1535]
article-body: (শেষের পৃষ্ঠার পর) স্ক্রিনিং করা হয়েছে। সমুদ্রবন্দরে ৪ হাজার ৩২১ জনকে, ঢাকা ক্যান্টনমেন্ট ও বেনাপোল স্টেশনে ৩ হাজার ৯৯৫ জনকে স্ক্রিনিং করা হয়েছে। অন্যান্য বন্দরে ১ লাখ ৬৫ হাজার ১৯৩ যাত্রীকে স্ক্রিনিং করা হয়েছে। রোগী শনাক্ত হলে তাদের চিকিৎসার জন্য তিনটি হাসপাতাল প্রস্তুত রাখা হয়েছে। কুর্মিটোলা হাসপাতাল, সংক্রামক ব্যাধি হাসপাতাল এবং কুয়েত মৈত্রী হাসপাতাল প্রস্তুত রাখা হয়েছে। ঢাকার কুয়েত মৈত্রী হাসপাতালের আইসোলেশন ইউনিটে যেকোনো রোগীকে রাখার মতো প্রস্তুতি রাখা হয়েছে। করোনাভাইরাস সন্দেহে ৭ জনকে আইসোলেশনে রাখা হলেও তাদের শরীরে করোনাভাইরাস পাওয়া যায়নি। আইইডিসিআর পরিচালক অধ্যাপক ডা. মীরজাদী সেব্রিনা ফ্লোরা জানান, করোনাভাইরাস সম্পর্কে কারও কোনো জিজ্ঞাসা থাকলে আইইডিসিআরের হটলাইন নম্বরে যোগাযোগ করতে হবে। হটলাইন নম্বর : ০১৯৩৭১১০০১১, ০১৯৩৭০০০০১১, ০১৯২৭৭১১৭৮৪, ০১৯২৭৭১১৭৮৫, ০১৯৩৭০০০০১১। এ পর্যন্ত ৩৩৪ জন হটলাইনে ফোন করেছেন। বিশ্বব্যাপী : বিশ্ব স্বাস্থ্য সংস্থার প্রতিবেদন অনুযায়ী এখন পর্যন্ত চীনসহ বিশ্বে ৮৭ হাজার মানুষ আক্রান্ত হয়েছেন এবং ৩ হাজার মানুষের মৃত্যু হয়েছে। চীনের বাইরে আক্রান্তের সংখ্যা দ্রুত বাড়ছে। দক্ষিণ কোরিয়া, ইতালি, ইরান ও জাপানে সংক্রমণ দ্রুত ছড়িয়ে পড়ছে। সিঙ্গাপুর পরিস্থিতি : সিঙ্গাপুরে এ পর্যন্ত ১০৬ জন করোনা আক্রান্ত রোগী শনাক্ত হয়েছেন, যাদের মধ্যে বাংলাদেশি নাগরিকও রয়েছেন। হাসপাতালে চিকিৎসাধীন ব্যক্তিদের অবস্থা স্থিতিশীল রয়েছে বলে জানিয়েছে দেশটির স্বাস্থ্য মন্ত্রণালয়। দক্ষিণ কোরিয়া পরিস্থিতি : দক্ষিণ কোরিয়ায় নতুন করে আক্রান্তের সংখ্যা বেড়েছে এবং সেখানে কোভিড-১৯ আক্রান্ত রোগীর সংখ্যা ৩ হাজার ছাড়িয়েছে। করোনায় আক্রান্ত গুগলের কর্মী : সুইজারল্যান্ডে গুগলের একজন কর্মী করোনায় আক্রান্ত হয়েছেন বলে নিশ্চিত করেছে প্রতিষ্ঠানটি। কর্মীর সংস্পর্শে আসা অন্যান্যদের সতর্ক থাকতে বলা হয়েছে। [14,154,408,426]
baec-signer-title: সচিব [648,2302,669,2314]
ntmc-address: BirUttam Major General Aziz Rahman Road, Tejgaon, Dhaka- 1215 [498,834,737,843]
article-headline: কালাভাদুরের পেটে [1180,121,1554,149]
list-item: ০৯. প্রত্যেক প্রার্থীকে আবেদন পত্রের সাথে ১০(দশ) টাকা মূল্যমানের ডাক টিকেটসহ ৯" x ৪" সাইজের খাম দিতে হবে। [28,2002,532,2015]
table-cell: ২.৮১২৫ বা তদুর্ধ্ব কিন্তু ৩.৭৫ এর কম [1151,1068,1389,1086]
table-cell: ২. [825,672,866,690]
article-unity [425,492,794,783]
brand-tagline: সংবাদ প্রকাশে নিরপেক্ষ, সত্য প্রকাশে নির্ভীক [1361,8,1544,20]
bb-gpa-table [932,950,1270,986]
bb-signer-committee: ব্যাংকার্স সিলেকশন কমিটি [1377,2306,1476,2317]
list-item: ৬. আবেদনপত্র পূরণ ও ফি জমাদানের শুরুর তারিখ : ১০/০৩/২০২০ তারিখ, রাত ১১.৫৯ টা। [824,1152,1213,1164]
table-cell: ৪. [825,708,866,774]
ntmc-gov: Government of the People's Republic of Bangladesh [497,802,738,813]
